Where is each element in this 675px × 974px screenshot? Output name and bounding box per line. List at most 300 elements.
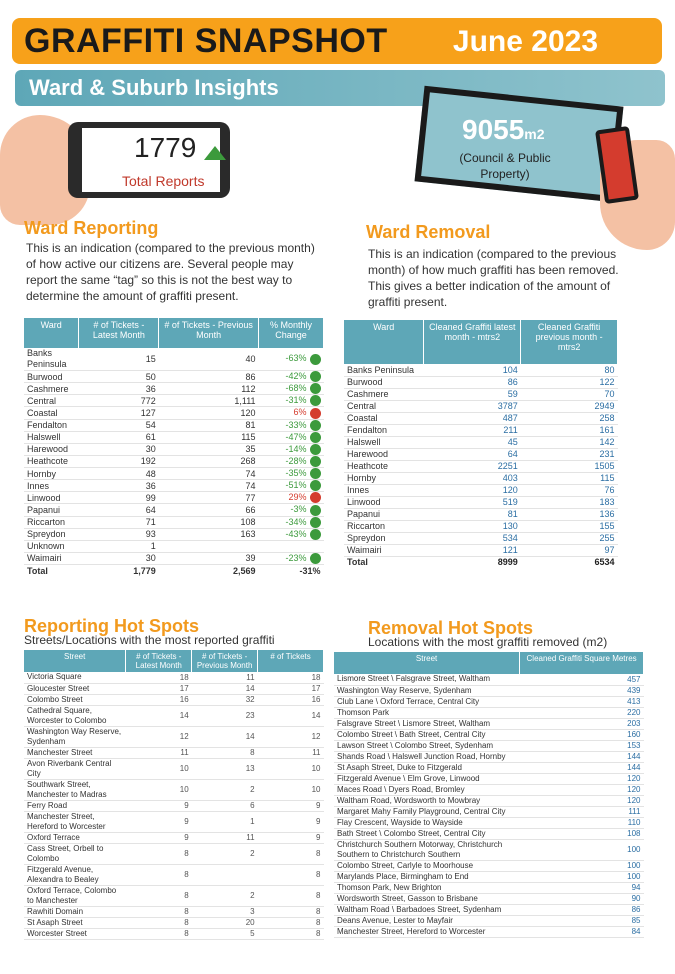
tickets-previous: 39 (159, 552, 259, 564)
status-dot-icon (310, 456, 321, 467)
square-metres: 108 (520, 828, 644, 839)
street-name: Waltham Road, Wordsworth to Mowbray (334, 795, 520, 806)
tickets-previous: 86 (159, 371, 259, 383)
ward-name: Spreydon (344, 532, 424, 544)
tickets-previous: 115 (159, 431, 259, 443)
cleaned-latest: 86 (424, 376, 521, 388)
status-dot-icon (310, 444, 321, 455)
table-row (334, 696, 644, 707)
table-row (344, 436, 618, 448)
tickets-previous: 5 (192, 928, 258, 939)
street-name: Club Lane \ Oxford Terrace, Central City (334, 696, 520, 707)
ward-name: Papanui (24, 504, 79, 516)
table-row (344, 424, 618, 436)
table-row (24, 395, 324, 407)
table-row (334, 926, 644, 937)
removal-hotspots-heading: Removal Hot Spots (368, 618, 534, 638)
tickets-latest: 772 (79, 395, 159, 407)
status-dot-icon (310, 354, 321, 365)
street-name: Worcester Street (24, 928, 126, 939)
tickets-previous: 120 (159, 407, 259, 419)
status-dot-icon (310, 505, 321, 516)
tickets-count: 17 (258, 683, 324, 694)
tickets-latest: 17 (126, 683, 192, 694)
ward-reporting-heading: Ward Reporting (24, 218, 159, 238)
total-previous: 6534 (521, 556, 618, 568)
tickets-latest: 127 (79, 407, 159, 419)
tickets-count: 9 (258, 811, 324, 832)
street-name: Fitzgerald Avenue, Alexandra to Bealey (24, 864, 126, 885)
phone-screen (82, 128, 220, 192)
street-name: Manchester Street, Hereford to Worcester (24, 811, 126, 832)
square-metres: 120 (520, 795, 644, 806)
table-row (24, 683, 324, 694)
cleaned-previous: 76 (521, 484, 618, 496)
street-name: Victoria Square (24, 672, 126, 683)
tickets-previous: 3 (192, 906, 258, 917)
tickets-latest: 10 (126, 758, 192, 779)
ward-name: Fendalton (24, 419, 79, 431)
tickets-latest: 8 (126, 843, 192, 864)
ward-name: Waimairi (24, 552, 79, 564)
tickets-count: 16 (258, 694, 324, 705)
street-name: Washington Way Reserve, Sydenham (334, 685, 520, 696)
tickets-count: 10 (258, 758, 324, 779)
cleaned-previous: 97 (521, 544, 618, 556)
tickets-latest: 9 (126, 811, 192, 832)
tickets-previous: 74 (159, 480, 259, 492)
col-previous: # of Tickets - Previous Month (192, 650, 258, 672)
table-row (24, 906, 324, 917)
tickets-previous: 35 (159, 443, 259, 455)
table-row (334, 718, 644, 729)
col-square-metres: Cleaned Graffiti Square Metres (520, 652, 644, 674)
table-row (24, 779, 324, 800)
square-metres: 439 (520, 685, 644, 696)
ward-name: Innes (344, 484, 424, 496)
col-street: Street (334, 652, 520, 674)
status-dot-icon (310, 517, 321, 528)
square-metres: 90 (520, 893, 644, 904)
table-row (334, 915, 644, 926)
square-metres: 100 (520, 871, 644, 882)
change-value: -28% (285, 455, 307, 466)
total-latest: 1,779 (79, 564, 159, 576)
monthly-change (259, 516, 324, 528)
ward-removal-table (344, 320, 618, 568)
status-dot-icon (310, 468, 321, 479)
tickets-previous (192, 864, 258, 885)
square-metres: 86 (520, 904, 644, 915)
table-row (344, 508, 618, 520)
ward-name: Heathcote (24, 455, 79, 467)
tickets-latest: 16 (126, 694, 192, 705)
ward-reporting-table (24, 318, 324, 576)
col-latest: # of Tickets - Latest Month (126, 650, 192, 672)
col-change: % Monthly Change (259, 318, 324, 348)
table-row (24, 431, 324, 443)
ward-removal-text: This is an indication (compared to the previous month) of how much graffiti has been removed. This gives a better indication of the amount of graffiti present. (368, 247, 619, 309)
tickets-latest: 36 (79, 383, 159, 395)
change-value: -51% (285, 480, 307, 491)
change-value: -43% (285, 528, 307, 539)
table-row (334, 773, 644, 784)
ward-reporting-text: This is an indication (compared to the previous month) of how active our citizens are. Several people may report the same “tag” so this is not the best way to determine the amount of graffiti present. (26, 241, 315, 303)
change-value: -63% (285, 353, 307, 364)
street-name: Thomson Park, New Brighton (334, 882, 520, 893)
street-name: Marylands Place, Birmingham to End (334, 871, 520, 882)
tickets-previous: 66 (159, 504, 259, 516)
tickets-latest: 8 (126, 917, 192, 928)
reporting-hotspots-subheading: Streets/Locations with the most reported graffiti (24, 633, 275, 647)
table-row (334, 817, 644, 828)
removed-total-value: 9055m2 (462, 114, 545, 145)
tickets-latest: 18 (126, 672, 192, 683)
col-cleaned-previous: Cleaned Graffiti previous month - mtrs2 (521, 320, 618, 364)
monthly-change (259, 348, 324, 371)
removal-hotspots-subheading: Locations with the most graffiti removed (m2) (368, 635, 608, 649)
monthly-change (259, 419, 324, 431)
street-name: Avon Riverbank Central City (24, 758, 126, 779)
ward-name: Innes (24, 480, 79, 492)
page-title: GRAFFITI SNAPSHOT (24, 22, 388, 60)
total-label: Total (344, 556, 424, 568)
table-row (334, 882, 644, 893)
table-row (334, 860, 644, 871)
monthly-change (259, 492, 324, 504)
tickets-previous (159, 540, 259, 552)
square-metres: 85 (520, 915, 644, 926)
square-metres: 94 (520, 882, 644, 893)
cleaned-latest: 519 (424, 496, 521, 508)
tickets-count: 8 (258, 864, 324, 885)
street-name: Bath Street \ Colombo Street, Central City (334, 828, 520, 839)
street-name: Margaret Mahy Family Playground, Central City (334, 806, 520, 817)
ward-name: Coastal (344, 412, 424, 424)
tickets-latest: 11 (126, 747, 192, 758)
street-name: St Asaph Street (24, 917, 126, 928)
table-row (344, 400, 618, 412)
ward-name: Halswell (344, 436, 424, 448)
table-row (24, 672, 324, 683)
cleaned-latest: 534 (424, 532, 521, 544)
street-name: Southwark Street, Manchester to Madras (24, 779, 126, 800)
street-name: Rawhiti Domain (24, 906, 126, 917)
tickets-previous: 2 (192, 779, 258, 800)
table-row (24, 726, 324, 747)
square-metres: 144 (520, 751, 644, 762)
tickets-previous: 74 (159, 468, 259, 480)
tickets-latest: 14 (126, 705, 192, 726)
col-latest: # of Tickets - Latest Month (79, 318, 159, 348)
status-dot-icon (310, 432, 321, 443)
cleaned-latest: 3787 (424, 400, 521, 412)
monthly-change (259, 455, 324, 467)
phone-illustration (68, 122, 230, 198)
total-reports-label: Total Reports (122, 173, 205, 189)
table-row (24, 455, 324, 467)
ward-name: Cashmere (24, 383, 79, 395)
cleaned-previous: 183 (521, 496, 618, 508)
table-row (24, 864, 324, 885)
subheader-title: Ward & Suburb Insights (29, 75, 279, 100)
tickets-previous: 163 (159, 528, 259, 540)
tickets-previous: 81 (159, 419, 259, 431)
total-label: Total (24, 564, 79, 576)
change-value: -34% (285, 516, 307, 527)
cleaned-previous: 1505 (521, 460, 618, 472)
tickets-previous: 13 (192, 758, 258, 779)
table-row (24, 383, 324, 395)
status-dot-icon (310, 408, 321, 419)
change-value: -68% (285, 383, 307, 394)
street-name: Washington Way Reserve, Sydenham (24, 726, 126, 747)
change-value: -31% (285, 395, 307, 406)
cleaned-latest: 120 (424, 484, 521, 496)
tickets-count: 8 (258, 928, 324, 939)
cleaned-previous: 122 (521, 376, 618, 388)
table-row (24, 443, 324, 455)
street-name: Fitzgerald Avenue \ Elm Grove, Linwood (334, 773, 520, 784)
tickets-latest: 50 (79, 371, 159, 383)
ward-name: Spreydon (24, 528, 79, 540)
street-name: St Asaph Street, Duke to Fitzgerald (334, 762, 520, 773)
monthly-change (259, 371, 324, 383)
ward-name: Riccarton (24, 516, 79, 528)
table-row (24, 371, 324, 383)
tickets-count: 8 (258, 917, 324, 928)
street-name: Colombo Street \ Bath Street, Central City (334, 729, 520, 740)
table-row (334, 707, 644, 718)
cleaned-previous: 258 (521, 412, 618, 424)
cleaned-previous: 142 (521, 436, 618, 448)
table-row (334, 828, 644, 839)
street-name: Flay Crescent, Wayside to Wayside (334, 817, 520, 828)
street-name: Colombo Street (24, 694, 126, 705)
street-name: Shands Road \ Halswell Junction Road, Hornby (334, 751, 520, 762)
ward-name: Harewood (24, 443, 79, 455)
tickets-previous: 14 (192, 683, 258, 694)
square-metres: 144 (520, 762, 644, 773)
ward-name: Papanui (344, 508, 424, 520)
tickets-previous: 268 (159, 455, 259, 467)
tickets-count: 8 (258, 906, 324, 917)
square-metres: 84 (520, 926, 644, 937)
ward-name: Heathcote (344, 460, 424, 472)
tickets-count: 12 (258, 726, 324, 747)
square-metres: 100 (520, 839, 644, 860)
table-row (24, 407, 324, 419)
table-row (334, 685, 644, 696)
cleaned-previous: 2949 (521, 400, 618, 412)
table-row (344, 472, 618, 484)
tickets-previous: 112 (159, 383, 259, 395)
square-metres: 220 (520, 707, 644, 718)
tickets-latest: 10 (126, 779, 192, 800)
col-cleaned-latest: Cleaned Graffiti latest month - mtrs2 (424, 320, 521, 364)
street-name: Oxford Terrace (24, 832, 126, 843)
tickets-previous: 11 (192, 672, 258, 683)
cleaned-latest: 45 (424, 436, 521, 448)
reporting-hotspots-table (24, 650, 324, 940)
square-metres: 120 (520, 773, 644, 784)
ward-name: Central (24, 395, 79, 407)
tickets-previous: 14 (192, 726, 258, 747)
tickets-previous: 2 (192, 843, 258, 864)
table-row (334, 740, 644, 751)
cleaned-previous: 155 (521, 520, 618, 532)
square-metres: 110 (520, 817, 644, 828)
street-name: Falsgrave Street \ Lismore Street, Waltham (334, 718, 520, 729)
tickets-latest: 9 (126, 832, 192, 843)
cleaned-latest: 59 (424, 388, 521, 400)
tickets-previous: 6 (192, 800, 258, 811)
tickets-previous: 108 (159, 516, 259, 528)
change-value: -42% (285, 371, 307, 381)
table-row (24, 552, 324, 564)
table-row (24, 843, 324, 864)
table-row (24, 540, 324, 552)
tickets-latest: 30 (79, 552, 159, 564)
tickets-previous: 32 (192, 694, 258, 705)
street-name: Cass Street, Orbell to Colombo (24, 843, 126, 864)
tickets-previous: 11 (192, 832, 258, 843)
square-metres: 120 (520, 784, 644, 795)
status-dot-icon (310, 395, 321, 406)
ward-name: Hornby (344, 472, 424, 484)
street-name: Wordsworth Street, Gasson to Brisbane (334, 893, 520, 904)
removed-total-label: (Council & Public Property) (459, 151, 551, 181)
tickets-previous: 1,111 (159, 395, 259, 407)
tickets-latest: 48 (79, 468, 159, 480)
table-row (334, 751, 644, 762)
ward-name: Burwood (344, 376, 424, 388)
table-row (334, 784, 644, 795)
street-name: Manchester Street, Hereford to Worcester (334, 926, 520, 937)
change-value: -47% (285, 431, 307, 442)
status-dot-icon (310, 480, 321, 491)
table-row (24, 492, 324, 504)
monthly-change (259, 468, 324, 480)
col-ward: Ward (344, 320, 424, 364)
cleaned-latest: 403 (424, 472, 521, 484)
table-row (24, 758, 324, 779)
status-dot-icon (310, 529, 321, 540)
table-row (24, 480, 324, 492)
square-metres: 413 (520, 696, 644, 707)
change-value: -35% (285, 468, 307, 478)
tickets-previous: 23 (192, 705, 258, 726)
change-value: -23% (285, 552, 307, 563)
street-name: Lismore Street \ Falsgrave Street, Waltham (334, 674, 520, 685)
cleaned-previous: 255 (521, 532, 618, 544)
tickets-latest: 8 (126, 885, 192, 906)
tickets-previous: 40 (159, 348, 259, 371)
col-tickets: # of Tickets (258, 650, 324, 672)
increase-arrow-icon (204, 146, 226, 160)
total-latest: 8999 (424, 556, 521, 568)
cleaned-previous: 161 (521, 424, 618, 436)
table-row (24, 811, 324, 832)
table-row (344, 496, 618, 508)
table-row (334, 795, 644, 806)
table-row (24, 468, 324, 480)
tickets-count: 14 (258, 705, 324, 726)
ward-name: Coastal (24, 407, 79, 419)
tickets-latest: 9 (126, 800, 192, 811)
table-row (344, 412, 618, 424)
change-value: -14% (285, 443, 307, 454)
monthly-change (259, 431, 324, 443)
square-metres: 457 (520, 674, 644, 685)
status-dot-icon (310, 383, 321, 394)
col-ward: Ward (24, 318, 79, 348)
tickets-previous: 2 (192, 885, 258, 906)
table-row (344, 376, 618, 388)
table-row (24, 832, 324, 843)
ward-name: Linwood (24, 492, 79, 504)
ward-name: Fendalton (344, 424, 424, 436)
tickets-count: 9 (258, 800, 324, 811)
table-row (24, 885, 324, 906)
table-row (344, 448, 618, 460)
monthly-change (259, 540, 324, 552)
square-metres: 160 (520, 729, 644, 740)
tickets-latest: 12 (126, 726, 192, 747)
tickets-previous: 1 (192, 811, 258, 832)
square-metres: 203 (520, 718, 644, 729)
title-banner (12, 18, 662, 64)
cleaned-latest: 487 (424, 412, 521, 424)
tickets-count: 18 (258, 672, 324, 683)
table-row (334, 806, 644, 817)
tickets-count: 9 (258, 832, 324, 843)
table-row (344, 364, 618, 376)
ward-name: Hornby (24, 468, 79, 480)
table-row (24, 348, 324, 371)
tickets-previous: 77 (159, 492, 259, 504)
removal-hotspots-table (334, 652, 644, 938)
table-row (334, 839, 644, 860)
status-dot-icon (310, 371, 321, 382)
table-row (24, 419, 324, 431)
monthly-change (259, 395, 324, 407)
tickets-count: 8 (258, 885, 324, 906)
street-name: Maces Road \ Dyers Road, Bromley (334, 784, 520, 795)
street-name: Thomson Park (334, 707, 520, 718)
table-row (344, 460, 618, 472)
monthly-change (259, 383, 324, 395)
tickets-latest: 8 (126, 928, 192, 939)
table-row (24, 528, 324, 540)
square-metres: 100 (520, 860, 644, 871)
street-name: Ferry Road (24, 800, 126, 811)
street-name: Christchurch Southern Motorway, Christchurch Southern to Christchurch Southern (334, 839, 520, 860)
square-metres: 111 (520, 806, 644, 817)
ward-removal-heading: Ward Removal (366, 222, 491, 242)
ward-name: Halswell (24, 431, 79, 443)
cleaned-latest: 130 (424, 520, 521, 532)
tickets-latest: 64 (79, 504, 159, 516)
col-previous: # of Tickets - Previous Month (159, 318, 259, 348)
tickets-latest: 99 (79, 492, 159, 504)
table-row (344, 532, 618, 544)
tickets-latest: 15 (79, 348, 159, 371)
table-row (334, 729, 644, 740)
tickets-previous: 8 (192, 747, 258, 758)
ward-name: Riccarton (344, 520, 424, 532)
table-row (334, 762, 644, 773)
